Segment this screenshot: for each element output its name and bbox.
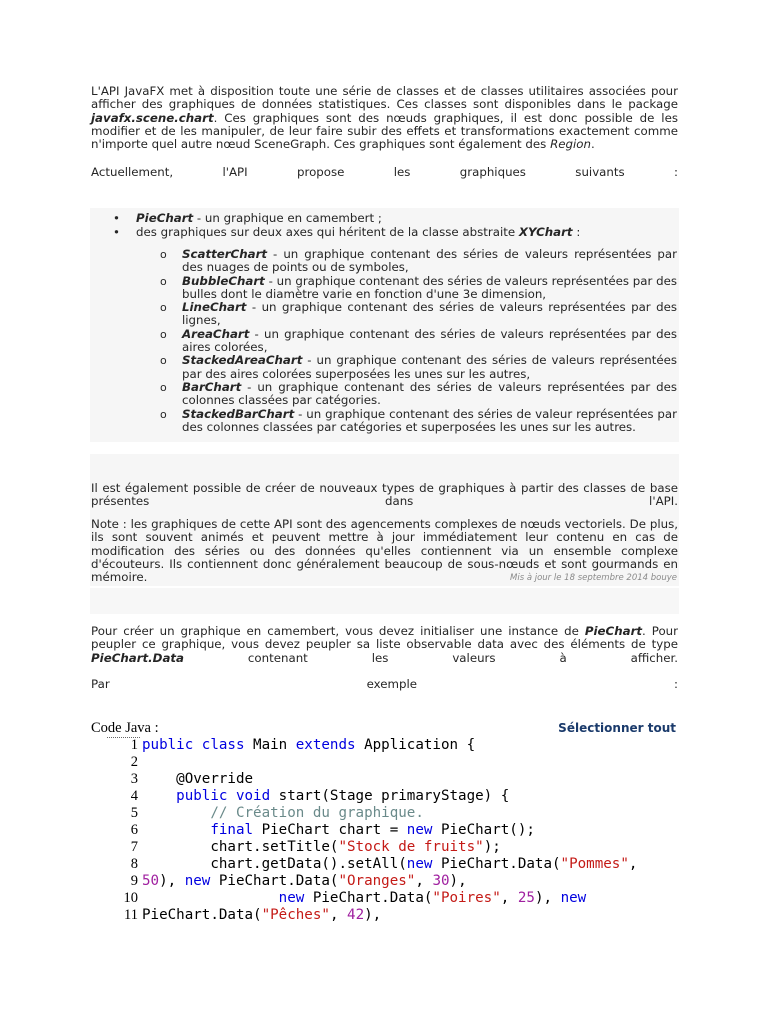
line-number: 10 bbox=[123, 890, 138, 906]
code-text: final PieChart chart = new PieChart(); bbox=[142, 822, 535, 838]
class-name: PieChart.Data bbox=[91, 650, 184, 665]
code-line bbox=[91, 737, 678, 754]
chart-types-list bbox=[90, 211, 677, 434]
code-text: public void start(Stage primaryStage) { bbox=[142, 788, 510, 804]
sublist-item bbox=[136, 381, 677, 408]
class-desc: - un graphique en camembert ; bbox=[193, 211, 382, 225]
code-block[interactable] bbox=[91, 737, 678, 924]
line-number: 2 bbox=[130, 754, 138, 770]
line-number: 7 bbox=[130, 839, 138, 855]
line-number: 6 bbox=[130, 822, 138, 838]
line-number: 4 bbox=[130, 788, 138, 804]
class-name: PieChart bbox=[584, 624, 643, 638]
class-name: LineChart bbox=[182, 300, 247, 315]
region-class: Region bbox=[550, 137, 591, 152]
code-line bbox=[91, 771, 678, 788]
line-number: 5 bbox=[130, 805, 138, 821]
code-title: Code Java : bbox=[91, 720, 159, 736]
note-box bbox=[90, 454, 679, 586]
class-name: XYChart bbox=[518, 225, 573, 239]
pie-intro-text-2: . Pour peupler ce graphique, vous devez peupler sa liste observable data avec des éléments de type bbox=[91, 624, 678, 652]
code-line bbox=[91, 839, 678, 856]
circle-bullet-icon: o bbox=[160, 354, 167, 368]
sublist-item bbox=[136, 354, 677, 381]
xy-colon: : bbox=[572, 225, 581, 239]
class-name: AreaChart bbox=[182, 326, 250, 341]
code-text: public class Main extends Application { bbox=[142, 737, 476, 753]
circle-bullet-icon: o bbox=[160, 301, 167, 315]
code-comment: // Création du graphique. bbox=[142, 805, 424, 821]
bullet-icon: • bbox=[113, 211, 120, 225]
code-text: new PieChart.Data("Poires", 25), new bbox=[278, 890, 587, 906]
class-desc: - un graphique contenant des séries de valeurs représentées par des aires colorées, bbox=[182, 326, 677, 355]
code-line bbox=[91, 822, 678, 839]
pie-intro-paragraph bbox=[91, 625, 678, 665]
class-name: StackedAreaChart bbox=[182, 353, 303, 368]
circle-bullet-icon: o bbox=[160, 327, 167, 341]
intro-end: . bbox=[590, 137, 595, 152]
line-number: 11 bbox=[124, 907, 138, 923]
code-text: @Override bbox=[142, 771, 254, 787]
intro-text-2: . Ces graphiques sont des nœuds graphiques, il est donc possible de les modifier et de les manipuler, de leur faire subir des effets et transformations exactement comme n'importe quel autre nœud SceneGraph. Ces graphiques sont également des bbox=[91, 110, 678, 152]
note-paragraph: Note : les graphiques de cette API sont des agencements complexes de nœuds vectoriels. De plus, ils sont souvent animés et peuvent mettre à jour immédiatement leur contenu en cas de modification des séries ou des données qu'elles contiennent via un ensemble complexe d'écouteurs. Ils contiennent donc généralement beaucoup de sous-nœuds et sont gourmands en mémoire. bbox=[91, 517, 678, 585]
code-line bbox=[91, 788, 678, 805]
xychart-sublist bbox=[136, 248, 677, 434]
class-name: PieChart bbox=[136, 211, 194, 225]
class-desc: - un graphique contenant des séries de valeurs représentées par des aires colorées superposées les unes sur les autres, bbox=[182, 353, 677, 381]
circle-bullet-icon: o bbox=[160, 407, 167, 421]
code-line bbox=[91, 873, 678, 890]
pie-intro-text-3: contenant les valeurs à afficher. bbox=[184, 650, 678, 665]
faq-separator bbox=[90, 588, 679, 614]
code-line bbox=[91, 754, 678, 771]
intro-text: L'API JavaFX met à disposition toute une série de classes et de classes utilitaires associées pour afficher des graphiques de données statistiques. Ces classes sont disponibles dans le package bbox=[91, 84, 678, 112]
class-desc: - un graphique contenant des séries de valeurs représentées par des colonnes classées par catégories. bbox=[182, 379, 677, 408]
xy-text: des graphiques sur deux axes qui héritent de la classe abstraite bbox=[136, 225, 519, 239]
class-name: StackedBarChart bbox=[182, 406, 295, 421]
intro-paragraph bbox=[91, 85, 678, 151]
code-line bbox=[91, 805, 678, 822]
class-name: BubbleChart bbox=[182, 273, 265, 288]
code-line bbox=[91, 890, 678, 907]
code-line bbox=[91, 856, 678, 873]
sublist-item bbox=[136, 408, 677, 435]
updated-info: Mis à jour le 18 septembre 2014 bouye bbox=[510, 573, 677, 583]
code-line bbox=[91, 907, 678, 924]
sublist-item bbox=[136, 328, 677, 355]
list-item-piechart bbox=[90, 211, 677, 225]
class-name: BarChart bbox=[182, 379, 242, 394]
sublist-item bbox=[136, 248, 677, 275]
sublist-item bbox=[136, 301, 677, 328]
code-text: chart.setTitle("Stock de fruits"); bbox=[142, 839, 501, 855]
pie-intro-text: Pour créer un graphique en camembert, vous devez initialiser une instance de bbox=[91, 624, 585, 638]
class-desc: - un graphique contenant des séries de valeur représentées par des colonnes classées par catégories et superposées les unes sur les autres. bbox=[182, 406, 677, 434]
line-number: 3 bbox=[130, 771, 138, 787]
package-name: javafx.scene.chart bbox=[91, 110, 214, 125]
example-paragraph: Par exemple : bbox=[91, 677, 678, 691]
code-text: 50), new PieChart.Data("Oranges", 30), bbox=[142, 873, 467, 889]
currently-paragraph: Actuellement, l'API propose les graphiques suivants : bbox=[91, 165, 678, 179]
class-desc: - un graphique contenant des séries de valeurs représentées par des bulles dont le diamètre varie en fonction d'une 3e dimension, bbox=[182, 273, 677, 301]
chart-types-box bbox=[90, 208, 679, 442]
code-text: chart.getData().setAll(new PieChart.Data("Pommes", bbox=[142, 856, 638, 872]
line-number: 1 bbox=[130, 737, 138, 753]
class-desc: - un graphique contenant des séries de valeurs représentées par des lignes, bbox=[182, 300, 677, 328]
circle-bullet-icon: o bbox=[160, 274, 167, 288]
code-text: PieChart.Data("Pêches", 42), bbox=[142, 907, 382, 923]
list-item-xychart bbox=[90, 225, 677, 434]
bullet-icon: • bbox=[113, 225, 120, 239]
select-all-link[interactable]: Sélectionner tout bbox=[558, 721, 676, 735]
line-number: 9 bbox=[130, 873, 138, 889]
line-number: 8 bbox=[130, 856, 138, 872]
class-name: ScatterChart bbox=[182, 247, 268, 261]
extend-paragraph: Il est également possible de créer de nouveaux types de graphiques à partir des classes de base présentes dans l'API. bbox=[91, 481, 678, 509]
circle-bullet-icon: o bbox=[160, 380, 167, 394]
circle-bullet-icon: o bbox=[160, 248, 167, 261]
class-desc: - un graphique contenant des séries de valeurs représentées par des nuages de points ou de symboles, bbox=[182, 247, 677, 275]
sublist-item bbox=[136, 275, 677, 302]
